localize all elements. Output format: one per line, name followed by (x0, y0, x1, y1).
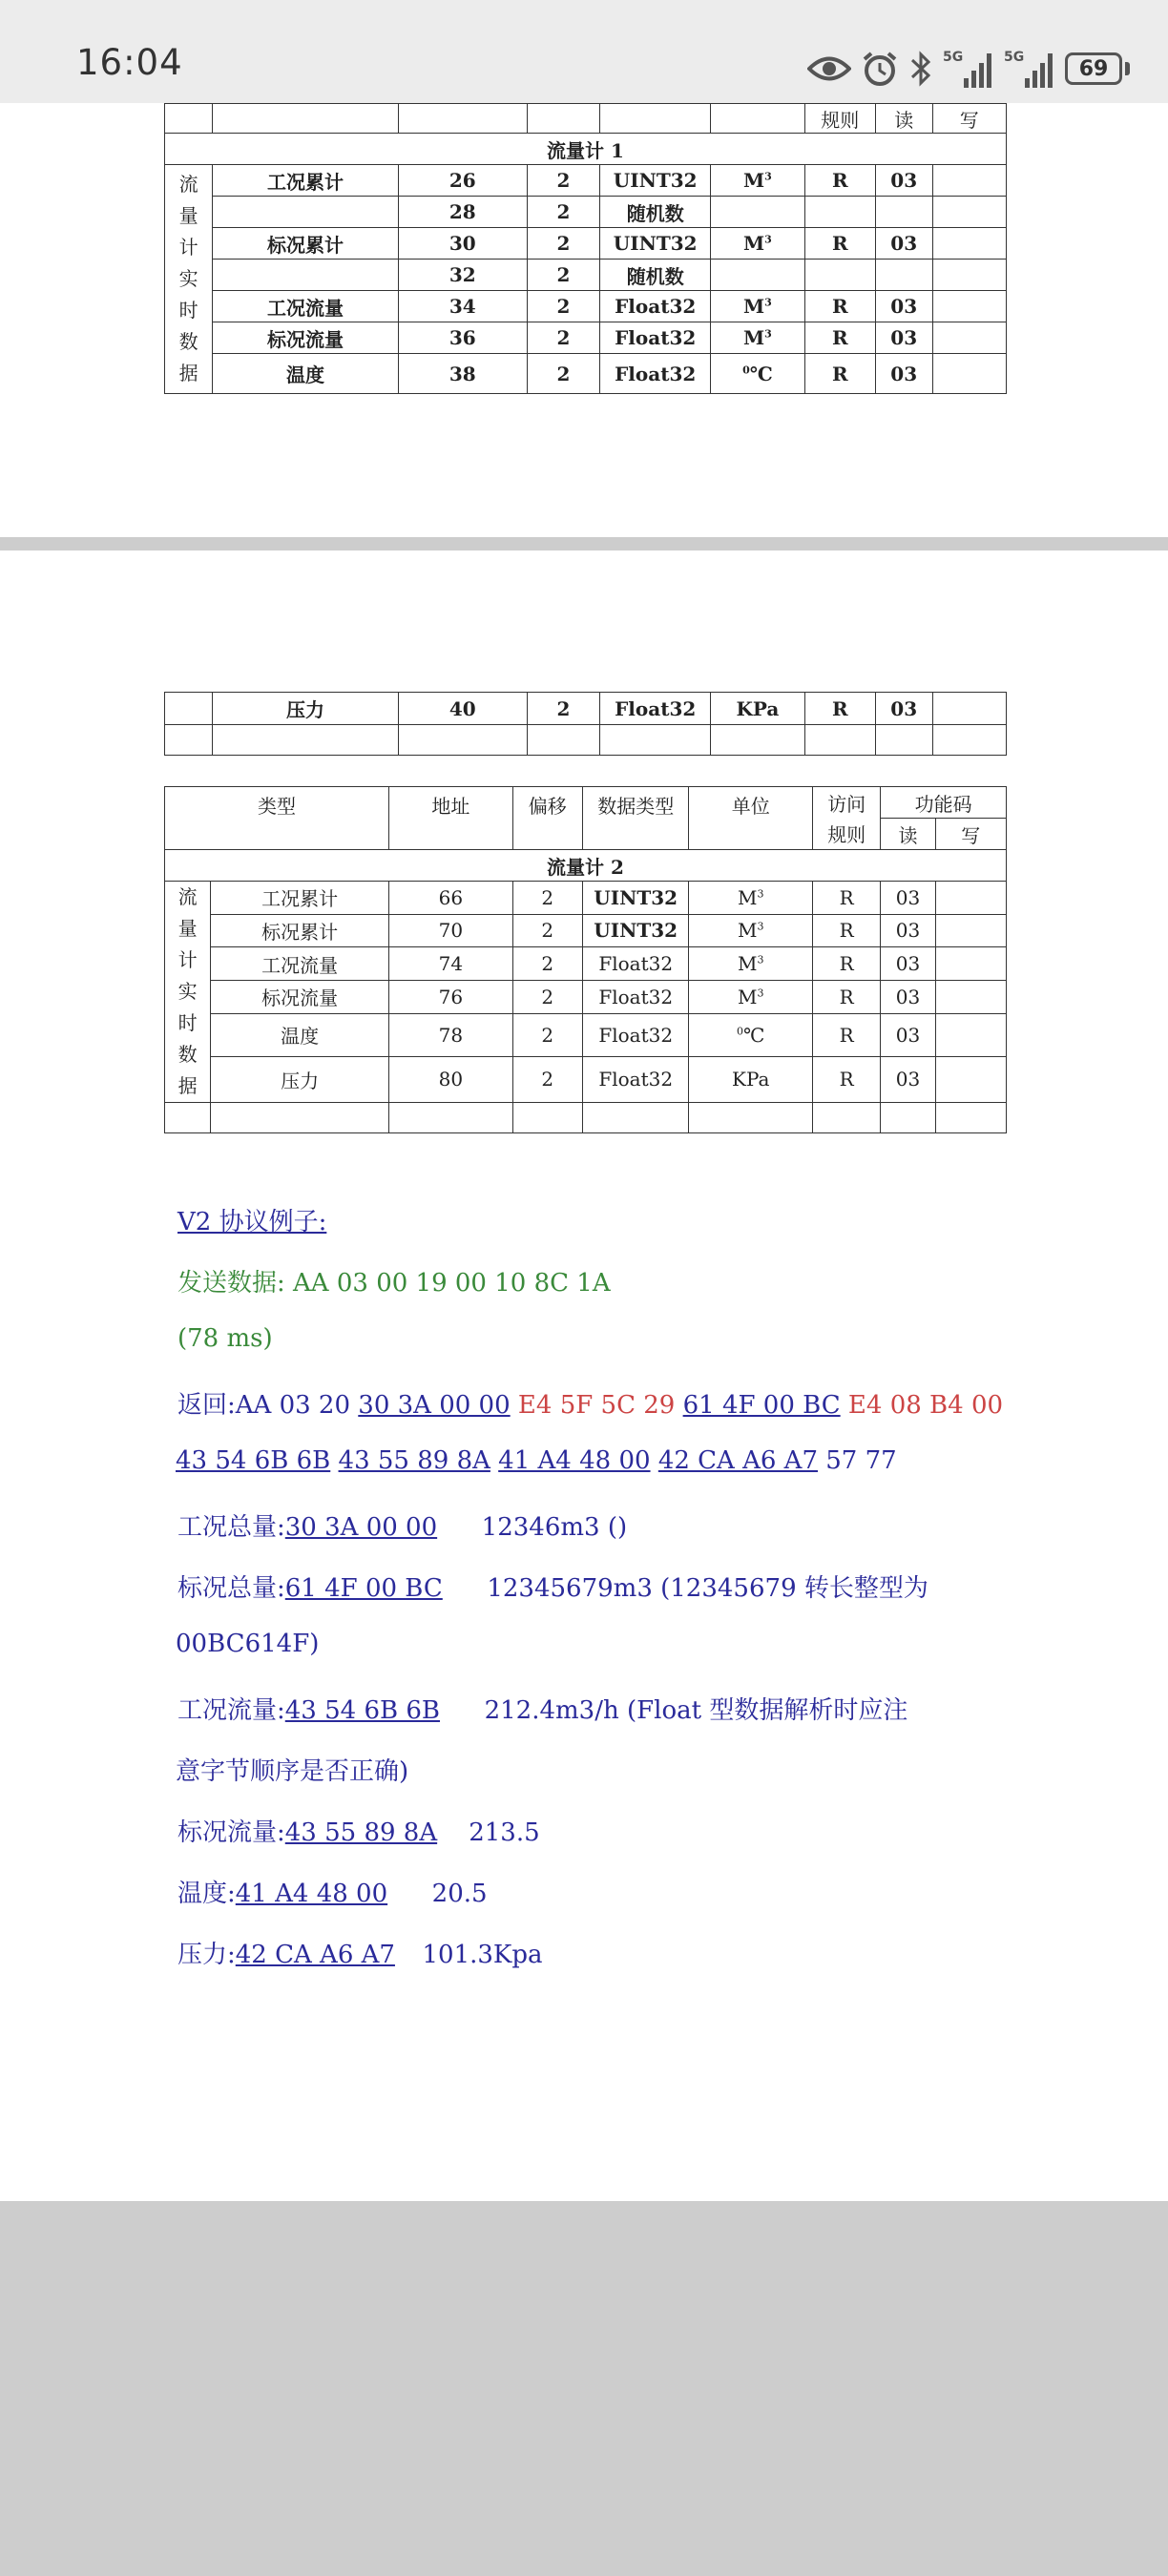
row-addr: 36 (398, 322, 527, 354)
header-access-bottom: 规则 (813, 819, 881, 850)
section-title: 流量计 1 (165, 134, 1007, 165)
row-addr: 40 (398, 693, 527, 725)
row-addr: 80 (389, 1056, 513, 1102)
row-offset: 2 (512, 1056, 582, 1102)
row-code: 03 (881, 914, 935, 947)
table-row (165, 165, 1007, 197)
section-title-row (165, 850, 1007, 882)
side-label: 流 量 计 实 时 数 据 (165, 165, 213, 394)
row-addr: 34 (398, 291, 527, 322)
example-pressure: 压力:42 CA A6 A7 101.3Kpa (177, 1941, 543, 1969)
svg-text:5G: 5G (1004, 50, 1025, 65)
table-row (165, 947, 1007, 981)
row-unit: $M^3$ (711, 322, 804, 354)
row-access: R (804, 354, 875, 394)
header-access-top: 访问 (813, 787, 881, 819)
row-name: 工况流量 (211, 947, 389, 981)
row-unit: KPa (711, 693, 804, 725)
row-access: R (804, 228, 875, 260)
row-offset: 2 (527, 354, 599, 394)
row-access: R (804, 165, 875, 197)
header-cell: 写 (932, 104, 1006, 134)
row-code: 03 (881, 1056, 935, 1102)
battery-indicator (1065, 52, 1130, 85)
row-addr: 78 (389, 1013, 513, 1056)
example-return-line-2: 43 54 6B 6B 43 55 89 8A 41 A4 48 00 42 CA A6 A7 57 77 (176, 1446, 897, 1475)
side-label: 流 量 计 实 时 数 据 (165, 882, 211, 1103)
table-row (165, 228, 1007, 260)
row-name: 压力 (211, 1056, 389, 1102)
row-access: R (813, 1013, 881, 1056)
table-row (165, 980, 1007, 1013)
table-row (165, 322, 1007, 354)
row-access: R (804, 291, 875, 322)
row-unit: $^0$℃ (689, 1013, 813, 1056)
row-access: R (804, 322, 875, 354)
table-row (165, 1103, 1007, 1133)
table-row (165, 291, 1007, 322)
row-unit: $M^3$ (711, 291, 804, 322)
row-addr: 28 (398, 197, 527, 228)
document-page-2 (0, 551, 1168, 2201)
flowmeter-1-table (164, 103, 1007, 394)
row-name (213, 197, 399, 228)
row-offset: 2 (527, 197, 599, 228)
example-std-total-cont: 00BC614F) (176, 1630, 320, 1658)
row-type: Float32 (582, 947, 689, 981)
example-time: (78 ms) (177, 1324, 273, 1353)
table-row (165, 260, 1007, 291)
example-return-line-1: 返回:AA 03 20 30 3A 00 00 E4 5F 5C 29 61 4F 00 BC E4 08 B4 00 (177, 1391, 1004, 1420)
row-code: 03 (875, 693, 932, 725)
table-row (165, 1056, 1007, 1102)
eye-icon (807, 52, 851, 85)
row-name: 温度 (211, 1013, 389, 1056)
flowmeter-1-continuation-table (164, 692, 1007, 756)
table-row (165, 693, 1007, 725)
row-unit: $M^3$ (689, 882, 813, 915)
table-row (165, 354, 1007, 394)
document-page-1 (0, 103, 1168, 537)
row-addr: 30 (398, 228, 527, 260)
example-std-flow: 标况流量:43 55 89 8A 213.5 (177, 1818, 540, 1847)
table-row (165, 1013, 1007, 1056)
row-offset: 2 (527, 165, 599, 197)
row-offset: 2 (527, 260, 599, 291)
row-code: 03 (875, 165, 932, 197)
table-row (165, 882, 1007, 915)
row-unit: $M^3$ (711, 228, 804, 260)
row-offset: 2 (527, 291, 599, 322)
header-addr: 地址 (389, 787, 513, 850)
row-offset: 2 (512, 882, 582, 915)
row-access: R (813, 1056, 881, 1102)
row-access: R (813, 882, 881, 915)
table-header-row (165, 787, 1007, 819)
row-name (213, 260, 399, 291)
bluetooth-icon (908, 50, 933, 88)
example-work-total: 工况总量:30 3A 00 00 12346m3 () (177, 1513, 628, 1542)
table-row (165, 197, 1007, 228)
row-addr: 74 (389, 947, 513, 981)
row-type: Float32 (600, 322, 711, 354)
row-unit: $M^3$ (711, 165, 804, 197)
row-unit (711, 260, 804, 291)
battery-level: 69 (1065, 52, 1122, 85)
row-name: 工况流量 (213, 291, 399, 322)
row-name: 温度 (213, 354, 399, 394)
section-title-row (165, 134, 1007, 165)
row-addr: 32 (398, 260, 527, 291)
table-row (165, 104, 1007, 134)
row-code (875, 197, 932, 228)
row-type: 随机数 (600, 197, 711, 228)
row-offset: 2 (512, 1013, 582, 1056)
row-unit: $M^3$ (689, 980, 813, 1013)
header-unit: 单位 (689, 787, 813, 850)
row-type: Float32 (582, 1013, 689, 1056)
row-access: R (813, 980, 881, 1013)
row-code: 03 (875, 322, 932, 354)
flowmeter-2-table (164, 786, 1007, 1133)
row-code: 03 (881, 947, 935, 981)
row-unit: KPa (689, 1056, 813, 1102)
row-offset: 2 (512, 980, 582, 1013)
example-work-flow: 工况流量:43 54 6B 6B 212.4m3/h (Float 型数据解析时应注 (177, 1696, 908, 1725)
example-temp: 温度:41 A4 48 00 20.5 (177, 1880, 488, 1908)
row-offset: 2 (527, 228, 599, 260)
table-row (165, 914, 1007, 947)
row-access: R (804, 693, 875, 725)
row-unit: $M^3$ (689, 914, 813, 947)
row-unit: $^0$℃ (711, 354, 804, 394)
row-offset: 2 (527, 322, 599, 354)
row-code: 03 (881, 882, 935, 915)
example-work-flow-cont: 意字节顺序是否正确) (176, 1757, 409, 1786)
row-name: 标况累计 (211, 914, 389, 947)
header-cell: 读 (875, 104, 932, 134)
row-type: Float32 (600, 693, 711, 725)
example-send-line: 发送数据: AA 03 00 19 00 10 8C 1A (177, 1269, 611, 1298)
row-code (875, 260, 932, 291)
svg-text:5G: 5G (943, 50, 964, 65)
header-write: 写 (935, 819, 1006, 850)
row-code: 03 (875, 354, 932, 394)
alarm-icon (861, 50, 899, 88)
row-access (804, 260, 875, 291)
row-offset: 2 (527, 693, 599, 725)
example-std-total: 标况总量:61 4F 00 BC 12345679m3 (12345679 转长整型为 (177, 1574, 928, 1603)
row-type: UINT32 (582, 882, 689, 915)
row-name: 标况流量 (211, 980, 389, 1013)
row-code: 03 (881, 980, 935, 1013)
row-code: 03 (881, 1013, 935, 1056)
status-icons (807, 40, 1130, 97)
row-access: R (813, 914, 881, 947)
header-dtype: 数据类型 (582, 787, 689, 850)
status-time: 16:04 (76, 42, 183, 83)
row-offset: 2 (512, 914, 582, 947)
row-access (804, 197, 875, 228)
row-type: Float32 (600, 354, 711, 394)
row-unit: $M^3$ (689, 947, 813, 981)
header-offset: 偏移 (512, 787, 582, 850)
row-code: 03 (875, 291, 932, 322)
row-addr: 76 (389, 980, 513, 1013)
row-access: R (813, 947, 881, 981)
header-func: 功能码 (881, 787, 1007, 819)
row-addr: 70 (389, 914, 513, 947)
row-addr: 38 (398, 354, 527, 394)
row-name: 工况累计 (211, 882, 389, 915)
row-type: UINT32 (600, 228, 711, 260)
signal-5g-icon (943, 48, 994, 90)
row-type: Float32 (582, 980, 689, 1013)
row-offset: 2 (512, 947, 582, 981)
header-cell: 规则 (804, 104, 875, 134)
signal-5g-icon (1004, 48, 1055, 90)
row-unit (711, 197, 804, 228)
row-addr: 26 (398, 165, 527, 197)
row-addr: 66 (389, 882, 513, 915)
table-row (165, 725, 1007, 756)
row-type: Float32 (582, 1056, 689, 1102)
row-name: 标况流量 (213, 322, 399, 354)
section-title: 流量计 2 (165, 850, 1007, 882)
row-name: 标况累计 (213, 228, 399, 260)
example-title: V2 协议例子: (177, 1208, 327, 1236)
row-type: UINT32 (600, 165, 711, 197)
row-type: 随机数 (600, 260, 711, 291)
row-code: 03 (875, 228, 932, 260)
header-read: 读 (881, 819, 935, 850)
status-bar (0, 0, 1168, 103)
header-type: 类型 (165, 787, 389, 850)
row-type: Float32 (600, 291, 711, 322)
row-name: 工况累计 (213, 165, 399, 197)
row-name: 压力 (213, 693, 399, 725)
row-type: UINT32 (582, 914, 689, 947)
